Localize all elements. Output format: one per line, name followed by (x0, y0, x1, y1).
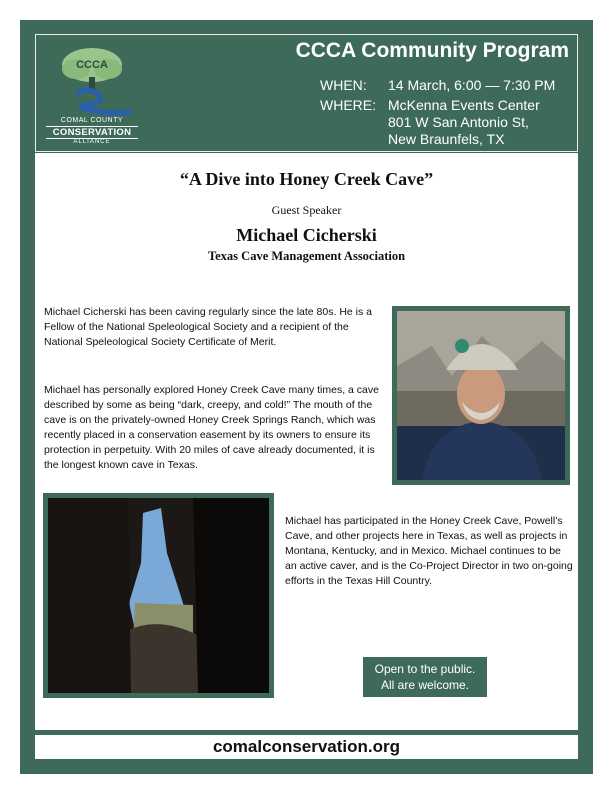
speaker-name: Michael Cicherski (236, 225, 377, 245)
logo-line-1: COMAL COUNTY (60, 117, 124, 124)
when-label: WHEN: (320, 77, 367, 93)
when-value: 14 March, 6:00 — 7:30 PM (388, 77, 556, 93)
content-area (35, 153, 578, 730)
where-label: WHERE: (320, 97, 376, 113)
logo-line-2: CONSERVATION (46, 126, 138, 139)
speaker-photo (392, 306, 570, 485)
website-link[interactable]: comalconservation.org (212, 737, 401, 756)
public-notice-badge (363, 657, 487, 697)
guest-speaker-label: Guest Speaker (271, 203, 342, 217)
where-line-street: 801 W San Antonio St, (388, 114, 529, 130)
bio-paragraph-3: Michael has participated in the Honey Creek Cave, Powell’s Cave, and other projects here in Texas, as well as projects in Montana, Kentucky, and in Mexico. Michael continues to be an active caver, and is the Co-Project Director in two on-going efforts in the Texas Hill Country. (285, 515, 573, 587)
notice-line-2: All are welcome. (380, 678, 470, 692)
cave-photo (43, 493, 274, 698)
talk-title: “A Dive into Honey Creek Cave” (179, 169, 434, 189)
tree-river-icon (46, 41, 138, 117)
notice-line-1: Open to the public. (374, 662, 476, 676)
where-line-venue: McKenna Events Center (388, 97, 540, 113)
program-title: CCCA Community Program (295, 39, 569, 62)
bio-paragraph-1: Michael Cicherski has been caving regularly since the late 80s. He is a Fellow of the National Speleological Society and a recipient of the National Speleological Society Certificate of Merit. (44, 306, 372, 348)
speaker-organization: Texas Cave Management Association (207, 249, 406, 263)
header-banner (35, 34, 578, 152)
footer-bar (35, 735, 578, 759)
logo-line-3: ALLIANCE (73, 139, 111, 145)
logo-abbrev: CCCA (76, 59, 108, 71)
ccca-logo (46, 41, 138, 147)
bio-paragraph-2: Michael has personally explored Honey Creek Cave many times, a cave described by some as being “dark, creepy, and cold!” The mouth of the cave is on the privately-owned Honey Creek Springs Ranch, which was recently placed in a conservation easement by its owners to ensure its protection in perpetuity. With 20 miles of cave already documented, it is the longest known cave in Texas. (44, 384, 379, 471)
where-line-city: New Braunfels, TX (388, 131, 505, 147)
